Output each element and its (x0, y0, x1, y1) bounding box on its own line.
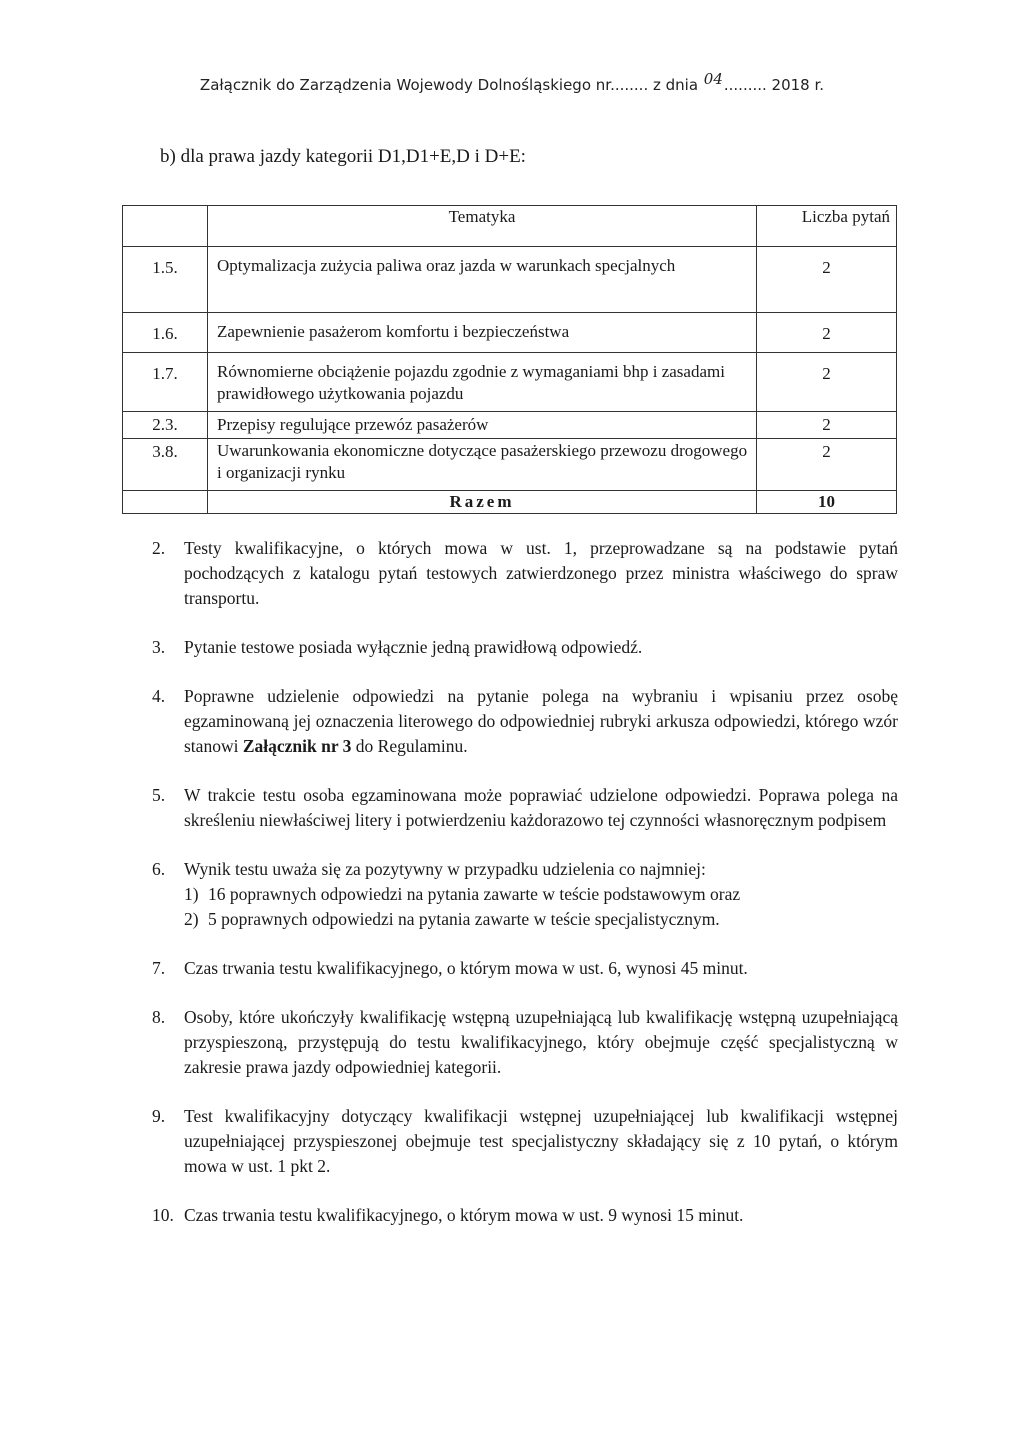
paragraph-number: 4. (152, 686, 166, 706)
row-topic: Zapewnienie pasażerom komfortu i bezpieczeństwa (208, 313, 757, 353)
row-count: 2 (757, 247, 897, 313)
list-item-number: 1) (184, 884, 199, 904)
paragraph-body (184, 857, 898, 932)
paragraph-text: Pytanie testowe posiada wyłącznie jedną prawidłową odpowiedź. (184, 637, 643, 657)
header-topic-cell: Tematyka (208, 206, 757, 247)
paragraph-text-after: do Regulaminu. (351, 736, 468, 756)
row-topic: Przepisy regulujące przewóz pasażerów (208, 412, 757, 439)
paragraph-7 (152, 956, 898, 981)
paragraph-8 (152, 1005, 898, 1080)
paragraph-2 (152, 536, 898, 611)
list-item-text: 16 poprawnych odpowiedzi na pytania zawarte w teście podstawowym oraz (208, 884, 741, 904)
row-topic: Równomierne obciążenie pojazdu zgodnie z wymaganiami bhp i zasadami prawidłowego użytkowania pojazdu (208, 353, 757, 412)
handwritten-day: 04 (703, 70, 723, 88)
section-subtitle: b) dla prawa jazdy kategorii D1,D1+E,D i D+E: (160, 146, 526, 167)
paragraph-text (184, 684, 898, 759)
paragraph-number: 3. (152, 637, 166, 657)
table-row (123, 439, 897, 491)
paragraph-text: Osoby, które ukończyły kwalifikację wstępną uzupełniającą lub kwalifikację wstępną uzupełniającą przyspieszoną, przystępują do testu kwalifikacyjnego, który obejmuje część specjalistyczną w zakresie prawa jazdy odpowiedniej kategorii. (184, 1007, 898, 1077)
paragraph-10 (152, 1203, 898, 1228)
row-topic: Optymalizacja zużycia paliwa oraz jazda w warunkach specjalnych (208, 247, 757, 313)
paragraph-text: Wynik testu uważa się za pozytywny w przypadku udzielenia co najmniej: (184, 859, 706, 879)
total-count: 10 (757, 491, 897, 514)
table-header-row (123, 206, 897, 247)
header-prefix: Załącznik do Zarządzenia Wojewody Dolnośląskiego nr........ z dnia (199, 76, 703, 94)
table-row (123, 313, 897, 353)
page-header (0, 70, 1024, 94)
paragraph-5 (152, 783, 898, 833)
header-suffix: ......... 2018 r. (723, 76, 825, 94)
table-row (123, 353, 897, 412)
paragraph-6 (152, 857, 898, 932)
paragraph-number: 7. (152, 958, 166, 978)
paragraph-text: Czas trwania testu kwalifikacyjnego, o którym mowa w ust. 9 wynosi 15 minut. (184, 1205, 744, 1225)
row-num: 1.6. (123, 313, 208, 353)
row-num: 3.8. (123, 439, 208, 491)
table-row (123, 247, 897, 313)
paragraph-4 (152, 684, 898, 759)
header-num-cell (123, 206, 208, 247)
regulation-paragraphs (152, 536, 898, 1228)
paragraph-number: 9. (152, 1106, 166, 1126)
paragraph-text: Czas trwania testu kwalifikacyjnego, o którym mowa w ust. 6, wynosi 45 minut. (184, 958, 748, 978)
list-item-number: 2) (184, 909, 199, 929)
paragraph-number: 2. (152, 538, 166, 558)
total-empty-cell (123, 491, 208, 514)
row-num: 2.3. (123, 412, 208, 439)
header-count-cell: Liczba pytań (757, 206, 897, 247)
row-num: 1.5. (123, 247, 208, 313)
paragraph-number: 10. (152, 1205, 174, 1225)
questions-table (122, 205, 897, 514)
paragraph-number: 5. (152, 785, 166, 805)
paragraph-text: W trakcie testu osoba egzaminowana może poprawiać udzielone odpowiedzi. Poprawa polega na skreśleniu niewłaściwej litery i potwierdzeniu każdorazowo tej czynności własnoręcznym podpisem (184, 785, 898, 830)
row-count: 2 (757, 439, 897, 491)
list-item (184, 907, 898, 932)
row-count: 2 (757, 353, 897, 412)
attachment-reference: Załącznik nr 3 (242, 736, 352, 756)
table-total-row (123, 491, 897, 514)
row-topic: Uwarunkowania ekonomiczne dotyczące pasażerskiego przewozu drogowego i organizacji rynku (208, 439, 757, 491)
table-row (123, 412, 897, 439)
paragraph-number: 8. (152, 1007, 166, 1027)
total-label: Razem (208, 491, 757, 514)
paragraph-text: Test kwalifikacyjny dotyczący kwalifikacji wstępnej uzupełniającej lub kwalifikacji wstępnej uzupełniającej przyspieszonej obejmuje test specjalistyczny składający się z 10 pytań, o którym mowa w ust. 1 pkt 2. (184, 1106, 898, 1176)
list-item (184, 882, 898, 907)
row-num: 1.7. (123, 353, 208, 412)
paragraph-3 (152, 635, 898, 660)
row-count: 2 (757, 412, 897, 439)
paragraph-number: 6. (152, 859, 166, 879)
paragraph-9 (152, 1104, 898, 1179)
paragraph-text-before: Poprawne udzielenie odpowiedzi na pytanie polega na wybraniu i wpisaniu przez osobę egzaminowaną jej oznaczenia literowego do odpowiedniej rubryki arkusza odpowiedzi, którego wzór stanowi (184, 686, 898, 756)
paragraph-text: Testy kwalifikacyjne, o których mowa w ust. 1, przeprowadzane są na podstawie pytań pochodzących z katalogu pytań testowych zatwierdzonego przez ministra właściwego do spraw transportu. (184, 538, 898, 608)
list-item-text: 5 poprawnych odpowiedzi na pytania zawarte w teście specjalistycznym. (208, 909, 720, 929)
row-count: 2 (757, 313, 897, 353)
